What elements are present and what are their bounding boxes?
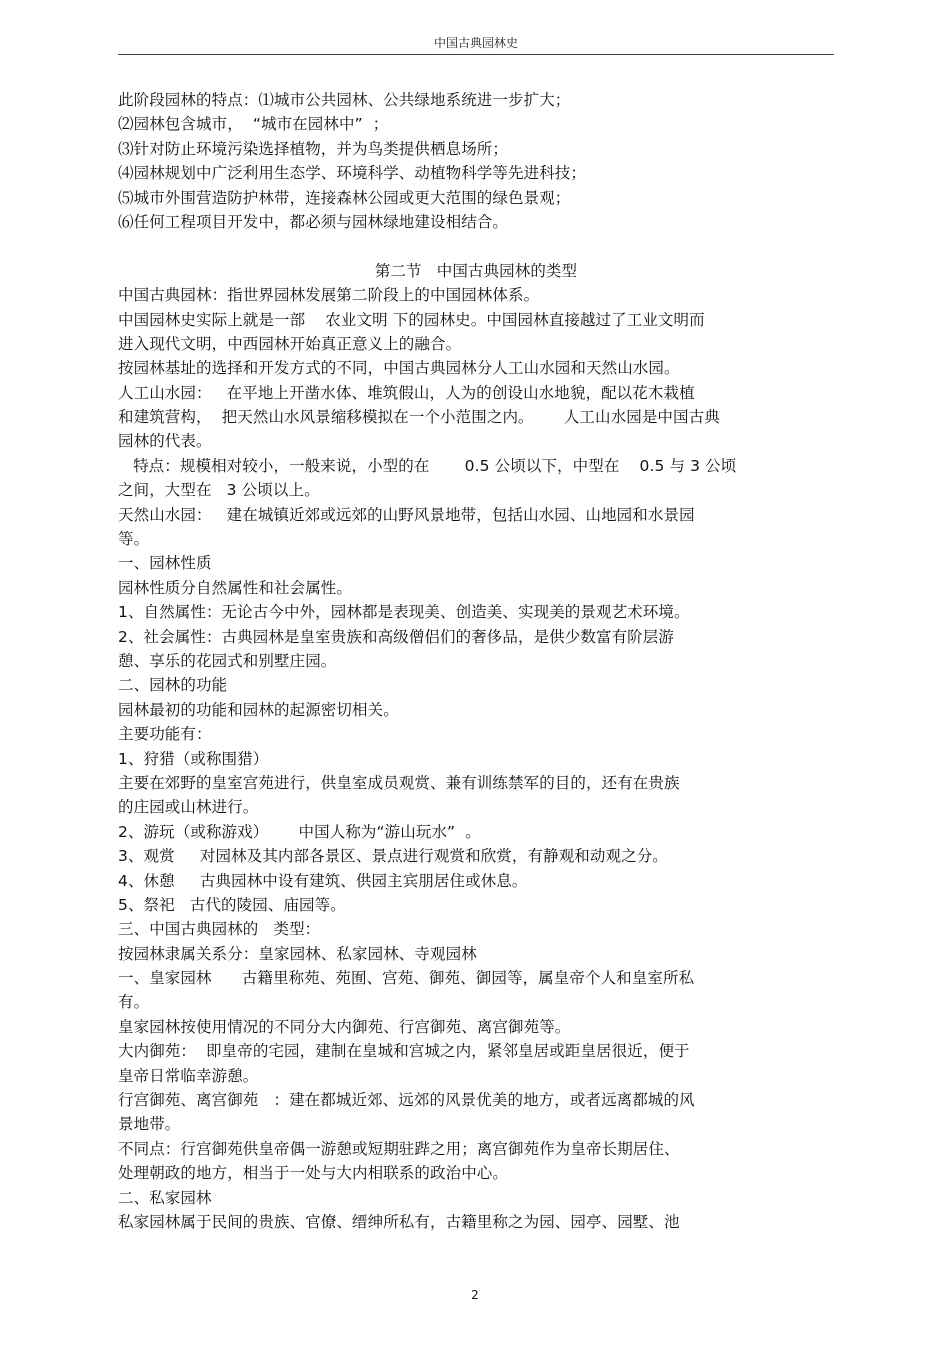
section-title: 第二节 中国古典园林的类型	[374, 261, 578, 280]
text-line: 等。	[118, 530, 150, 549]
text-line: 中国古典园林：指世界园林发展第二阶段上的中国园林体系。	[118, 286, 540, 305]
text-line: 憩、享乐的花园式和别墅庄园。	[118, 651, 337, 670]
section-body	[118, 283, 834, 1234]
text-line: 一、皇家园林 古籍里称苑、苑囿、宫苑、御苑、御园等，属皇帝个人和皇室所私	[118, 969, 695, 988]
text-line: 二、私家园林	[118, 1188, 212, 1207]
text-line: ⑹任何工程项目开发中，都必须与园林绿地建设相结合。	[118, 212, 509, 231]
document-body	[118, 88, 834, 1234]
text-line: 特点：规模相对较小，一般来说，小型的在 0.5 公顷以下，中型在 0.5 与 3 公顷	[118, 456, 737, 475]
text-line: 三、中国古典园林的 类型：	[118, 920, 321, 939]
text-line: 一、园林性质	[118, 554, 212, 573]
paragraph-gap	[118, 234, 834, 258]
text-line: ⑸城市外围营造防护林带，连接森林公园或更大范围的绿色景观；	[118, 188, 571, 207]
text-line: 行宫御苑、离宫御苑 ：建在都城近郊、远郊的风景优美的地方，或者远离都城的风	[118, 1091, 695, 1110]
text-line: 按园林基址的选择和开发方式的不同，中国古典园林分人工山水园和天然山水园。	[118, 359, 680, 378]
text-line: 2、游玩（或称游戏） 中国人称为“游山玩水” 。	[118, 822, 481, 841]
text-line: 私家园林属于民间的贵族、官僚、缙绅所私有，古籍里称之为园、园亭、园墅、池	[118, 1212, 680, 1231]
text-line: 之间，大型在 3 公顷以上。	[118, 481, 320, 500]
text-line: 1、狩猎（或称围猎）	[118, 749, 269, 768]
text-line: 中国园林史实际上就是一部 农业文明 下的园林史。中国园林直接越过了工业文明而	[118, 310, 705, 329]
text-line: ⑵园林包含城市， “城市在园林中” ；	[118, 115, 389, 134]
text-line: 4、休憩 古典园林中设有建筑、供园主宾朋居住或休息。	[118, 871, 528, 890]
text-line: 1、自然属性：无论古今中外，园林都是表现美、创造美、实现美的景观艺术环境。	[118, 603, 690, 622]
text-line: 的庄园或山林进行。	[118, 798, 259, 817]
text-line: ⑷园林规划中广泛利用生态学、环境科学、动植物科学等先进科技；	[118, 164, 587, 183]
text-line: 园林的代表。	[118, 432, 212, 451]
text-line: 不同点：行宫御苑供皇帝偶一游憩或短期驻跸之用；离宫御苑作为皇帝长期居住、	[118, 1139, 680, 1158]
text-line: 处理朝政的地方，相当于一处与大内相联系的政治中心。	[118, 1164, 509, 1183]
page-number: 2	[471, 1288, 479, 1302]
text-line: 进入现代文明，中西园林开始真正意义上的融合。	[118, 334, 462, 353]
text-line: 有。	[118, 993, 150, 1012]
text-line: 主要在郊野的皇室宫苑进行，供皇室成员观赏、兼有训练禁军的目的，还有在贵族	[118, 773, 680, 792]
text-line: 按园林隶属关系分：皇家园林、私家园林、寺观园林	[118, 944, 477, 963]
text-line: 主要功能有：	[118, 725, 212, 744]
text-line: 5、祭祀 古代的陵园、庙园等。	[118, 895, 346, 914]
header-rule	[118, 54, 834, 55]
text-line: 2、社会属性：古典园林是皇室贵族和高级僧侣们的奢侈品，是供少数富有阶层游	[118, 627, 674, 646]
text-line: 大内御苑： 即皇帝的宅园，建制在皇城和宫城之内，紧邻皇居或距皇居很近，便于	[118, 1042, 690, 1061]
text-line: 3、观赏 对园林及其内部各景区、景点进行观赏和欣赏，有静观和动观之分。	[118, 847, 668, 866]
text-line: 皇帝日常临幸游憩。	[118, 1066, 259, 1085]
text-line: 天然山水园： 建在城镇近郊或远郊的山野风景地带，包括山水园、山地园和水景园	[118, 505, 695, 524]
text-line: 皇家园林按使用情况的不同分大内御苑、行宫御苑、离宫御苑等。	[118, 1017, 571, 1036]
text-line: 二、园林的功能	[118, 676, 228, 695]
text-line: 景地带。	[118, 1115, 181, 1134]
text-line: 人工山水园： 在平地上开凿水体、堆筑假山，人为的创设山水地貌，配以花木栽植	[118, 383, 695, 402]
running-header: 中国古典园林史	[433, 36, 518, 50]
text-line: 此阶段园林的特点：⑴城市公共园林、公共绿地系统进一步扩大；	[118, 91, 571, 109]
text-line: 园林性质分自然属性和社会属性。	[118, 578, 353, 597]
text-line: ⑶针对防止环境污染选择植物，并为鸟类提供栖息场所；	[118, 139, 509, 158]
text-line: 园林最初的功能和园林的起源密切相关。	[118, 700, 399, 719]
text-line: 和建筑营构， 把天然山水风景缩移模拟在一个小范围之内。 人工山水园是中国古典	[118, 408, 720, 427]
